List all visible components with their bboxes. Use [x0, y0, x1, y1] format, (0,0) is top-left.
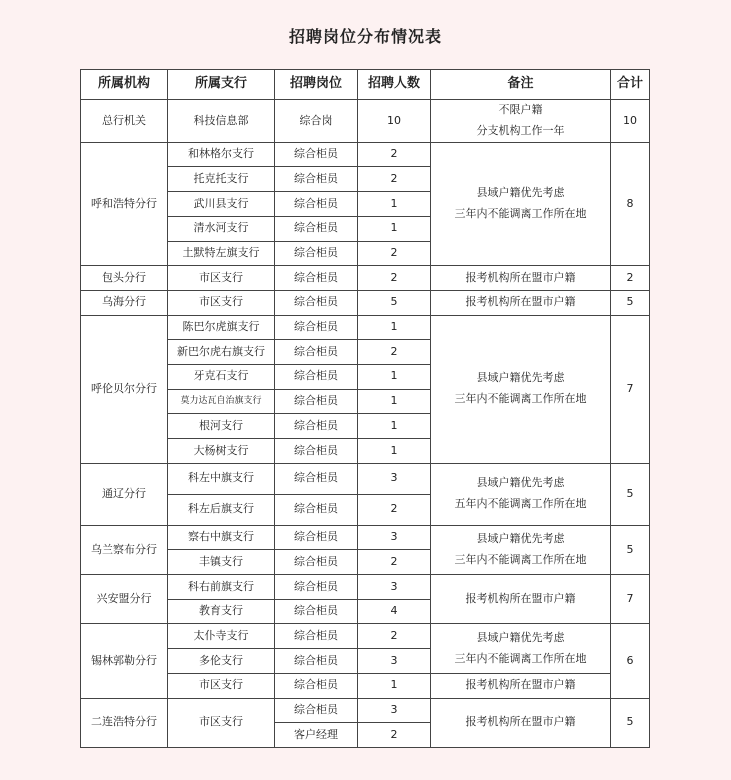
- branch-cell: 市区支行: [168, 698, 275, 747]
- total-cell: 5: [611, 698, 650, 747]
- count-cell: 2: [358, 624, 431, 649]
- org-cell: 通辽分行: [81, 463, 168, 525]
- branch-cell: 和林格尔支行: [168, 142, 275, 167]
- count-cell: 5: [358, 290, 431, 315]
- post-cell: 综合柜员: [275, 414, 358, 439]
- notes-line: 报考机构所在盟市户籍: [465, 715, 576, 729]
- header-count: 招聘人数: [358, 70, 431, 100]
- post-cell: 综合柜员: [275, 698, 358, 723]
- table-title: 招聘岗位分布情况表: [288, 27, 442, 46]
- post-cell: 综合柜员: [275, 266, 358, 291]
- header-row: [81, 70, 650, 100]
- count-cell: 3: [358, 575, 431, 600]
- branch-cell: 武川县支行: [168, 192, 275, 217]
- header-total: 合计: [611, 70, 650, 100]
- count-cell: 2: [358, 723, 431, 748]
- post-cell: 综合岗: [275, 100, 358, 143]
- branch-cell: 科右前旗支行: [168, 575, 275, 600]
- total-cell: 5: [611, 463, 650, 525]
- org-cell: 呼伦贝尔分行: [81, 315, 168, 463]
- org-cell: 总行机关: [81, 100, 168, 143]
- notes-cell: [431, 315, 611, 463]
- count-cell: 3: [358, 463, 431, 494]
- table-row: [81, 266, 650, 291]
- count-cell: 2: [358, 167, 431, 192]
- notes-cell: [431, 142, 611, 265]
- notes-line: 报考机构所在盟市户籍: [465, 270, 576, 284]
- post-cell: 综合柜员: [275, 290, 358, 315]
- branch-cell: 市区支行: [168, 290, 275, 315]
- branch-cell: 教育支行: [168, 599, 275, 624]
- header-branch: 所属支行: [168, 70, 275, 100]
- branch-cell: 科技信息部: [168, 100, 275, 143]
- branch-cell: 察右中旗支行: [168, 525, 275, 550]
- post-cell: 综合柜员: [275, 624, 358, 649]
- notes-line: 三年内不能调离工作所在地: [454, 207, 587, 220]
- header-notes: 备注: [431, 70, 611, 100]
- count-cell: 2: [358, 340, 431, 365]
- header-org: 所属机构: [81, 70, 168, 100]
- total-cell: 10: [611, 100, 650, 143]
- total-cell: 7: [611, 575, 650, 624]
- branch-cell: 太仆寺支行: [168, 624, 275, 649]
- post-cell: 综合柜员: [275, 142, 358, 167]
- org-cell: 二连浩特分行: [81, 698, 168, 747]
- notes-line: 三年内不能调离工作所在地: [454, 651, 587, 665]
- count-cell: 1: [358, 389, 431, 414]
- total-cell: 5: [611, 525, 650, 574]
- org-cell: 乌兰察布分行: [81, 525, 168, 574]
- post-cell: 综合柜员: [275, 216, 358, 241]
- count-cell: 2: [358, 266, 431, 291]
- count-cell: 1: [358, 439, 431, 464]
- notes-cell: [431, 673, 611, 698]
- post-cell: 综合柜员: [275, 463, 358, 494]
- notes-cell: [431, 463, 611, 525]
- count-cell: 1: [358, 673, 431, 698]
- count-cell: 3: [358, 525, 431, 550]
- notes-line: 三年内不能调离工作所在地: [454, 392, 587, 406]
- post-cell: 综合柜员: [275, 389, 358, 414]
- branch-cell: 市区支行: [168, 673, 275, 698]
- branch-cell: 莫力达瓦自治旗支行: [168, 389, 275, 414]
- post-cell: 综合柜员: [275, 673, 358, 698]
- post-cell: 综合柜员: [275, 439, 358, 464]
- count-cell: 1: [358, 192, 431, 217]
- branch-cell: 新巴尔虎右旗支行: [168, 340, 275, 365]
- branch-cell: 清水河支行: [168, 216, 275, 241]
- notes-cell: [431, 290, 611, 315]
- branch-cell: 丰镇支行: [168, 550, 275, 575]
- notes-line: 报考机构所在盟市户籍: [465, 295, 576, 309]
- post-cell: 综合柜员: [275, 241, 358, 266]
- count-cell: 3: [358, 649, 431, 674]
- table-row: [81, 315, 650, 340]
- post-cell: 综合柜员: [275, 649, 358, 674]
- count-cell: 10: [358, 100, 431, 143]
- notes-line: 县域户籍优先考虑: [476, 476, 565, 490]
- notes-line: 县域户籍优先考虑: [476, 371, 565, 385]
- notes-cell: [431, 575, 611, 624]
- count-cell: 1: [358, 216, 431, 241]
- count-cell: 1: [358, 315, 431, 340]
- notes-line: 县域户籍优先考虑: [476, 630, 565, 644]
- notes-line: 三年内不能调离工作所在地: [454, 552, 587, 566]
- org-cell: 呼和浩特分行: [81, 142, 168, 265]
- branch-cell: 托克托支行: [168, 167, 275, 192]
- table-row: [81, 624, 650, 649]
- count-cell: 2: [358, 241, 431, 266]
- table-row: [81, 575, 650, 600]
- branch-cell: 土默特左旗支行: [168, 241, 275, 266]
- post-cell: 综合柜员: [275, 192, 358, 217]
- notes-line: 报考机构所在盟市户籍: [465, 678, 576, 692]
- post-cell: 综合柜员: [275, 167, 358, 192]
- org-cell: 兴安盟分行: [81, 575, 168, 624]
- post-cell: 综合柜员: [275, 340, 358, 365]
- branch-cell: 陈巴尔虎旗支行: [168, 315, 275, 340]
- branch-cell: 根河支行: [168, 414, 275, 439]
- table-row: [81, 100, 650, 143]
- post-cell: 综合柜员: [275, 599, 358, 624]
- recruitment-table: [80, 69, 650, 748]
- table-body: [81, 100, 650, 748]
- notes-line: 县域户籍优先考虑: [476, 532, 565, 546]
- post-cell: 客户经理: [275, 723, 358, 748]
- branch-cell: 科左中旗支行: [168, 463, 275, 494]
- notes-cell: [431, 100, 611, 143]
- notes-cell: [431, 266, 611, 291]
- post-cell: 综合柜员: [275, 315, 358, 340]
- post-cell: 综合柜员: [275, 364, 358, 389]
- branch-cell: 牙克石支行: [168, 364, 275, 389]
- org-cell: 包头分行: [81, 266, 168, 291]
- count-cell: 4: [358, 599, 431, 624]
- post-cell: 综合柜员: [275, 550, 358, 575]
- count-cell: 1: [358, 364, 431, 389]
- total-cell: 7: [611, 315, 650, 463]
- table-row: [81, 463, 650, 494]
- branch-cell: 大杨树支行: [168, 439, 275, 464]
- count-cell: 2: [358, 550, 431, 575]
- notes-cell: [431, 698, 611, 747]
- notes-line: 分支机构工作一年: [476, 123, 565, 137]
- post-cell: 综合柜员: [275, 525, 358, 550]
- post-cell: 综合柜员: [275, 575, 358, 600]
- table-row: [81, 290, 650, 315]
- header-post: 招聘岗位: [275, 70, 358, 100]
- count-cell: 2: [358, 142, 431, 167]
- branch-cell: 市区支行: [168, 266, 275, 291]
- count-cell: 3: [358, 698, 431, 723]
- count-cell: 1: [358, 414, 431, 439]
- notes-cell: [431, 525, 611, 574]
- total-cell: 8: [611, 142, 650, 265]
- count-cell: 2: [358, 494, 431, 525]
- notes-cell: [431, 624, 611, 673]
- total-cell: 6: [611, 624, 650, 698]
- notes-line: 县域户籍优先考虑: [476, 186, 565, 200]
- total-cell: 2: [611, 266, 650, 291]
- table-row: [81, 698, 650, 723]
- notes-line: 报考机构所在盟市户籍: [465, 591, 576, 605]
- branch-cell: 科左后旗支行: [168, 494, 275, 525]
- branch-cell: 多伦支行: [168, 649, 275, 674]
- post-cell: 综合柜员: [275, 494, 358, 525]
- org-cell: 乌海分行: [81, 290, 168, 315]
- table-row: [81, 525, 650, 550]
- notes-line: 不限户籍: [498, 103, 543, 116]
- table-row: [81, 142, 650, 167]
- total-cell: 5: [611, 290, 650, 315]
- org-cell: 锡林郭勒分行: [81, 624, 168, 698]
- notes-line: 五年内不能调离工作所在地: [454, 497, 587, 511]
